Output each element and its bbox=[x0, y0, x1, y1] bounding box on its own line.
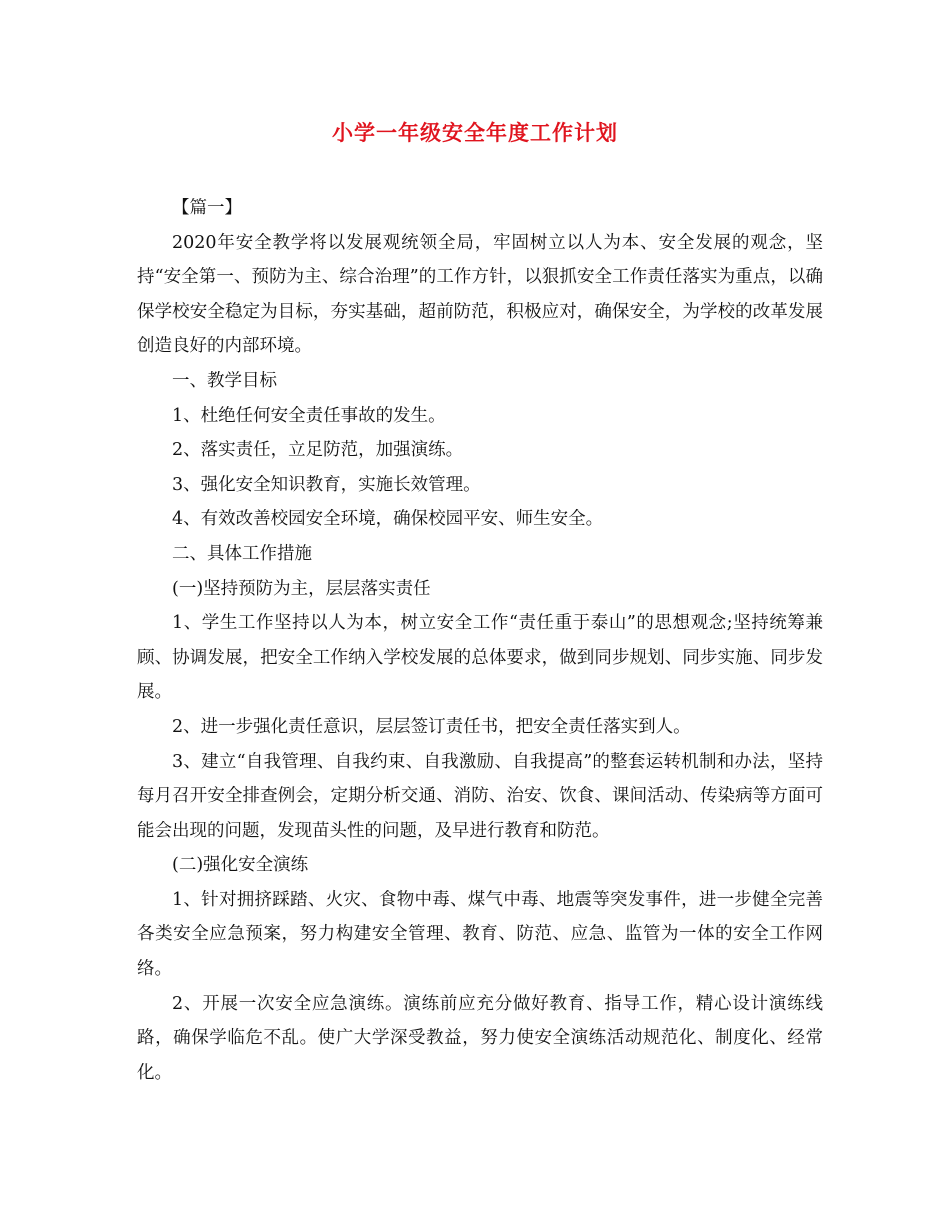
goal-item-3: 3、强化安全知识教育，实施长效管理。 bbox=[172, 474, 481, 495]
document-title: 小学一年级安全年度工作计划 bbox=[332, 120, 618, 145]
section-heading-measures: 二、具体工作措施 bbox=[172, 543, 312, 564]
drill-item-1: 1、针对拥挤踩踏、火灾、食物中毒、煤气中毒、地震等突发事件，进一步健全完善各类安全应急预案，努力构建安全管理、教育、防范、应急、监管为一体的安全工作网络。 bbox=[137, 889, 823, 980]
measure-item-1: 1、学生工作坚持以人为本，树立安全工作“责任重于泰山”的思想观念;坚持统筹兼顾、协调发展，把安全工作纳入学校发展的总体要求，做到同步规划、同步实施、同步发展。 bbox=[137, 613, 823, 703]
intro-paragraph: 2020年安全教学将以发展观统领全局，牢固树立以人为本、安全发展的观念，坚持“安全第一、预防为主、综合治理”的工作方针，以狠抓安全工作责任落实为重点，以确保学校安全稳定为目标，夯实基础，超前防范，积极应对，确保安全，为学校的改革发展创造良好的内部环境。 bbox=[137, 232, 823, 357]
goal-item-1: 1、杜绝任何安全责任事故的发生。 bbox=[172, 405, 446, 426]
measure-item-3: 3、建立“自我管理、自我约束、自我激励、自我提高”的整套运转机制和办法，坚持每月召开安全排查例会，定期分析交通、消防、治安、饮食、课间活动、传染病等方面可能会出现的问题，发现苗头性的问题，及早进行教育和防范。 bbox=[137, 751, 823, 841]
measure-item-2: 2、进一步强化责任意识，层层签订责任书，把安全责任落实到人。 bbox=[172, 716, 691, 737]
subsection-heading-drills: (二)强化安全演练 bbox=[172, 855, 309, 876]
subsection-heading-prevention: (一)坚持预防为主，层层落实责任 bbox=[172, 578, 431, 599]
section-heading-goals: 一、教学目标 bbox=[172, 370, 277, 391]
section-heading-pian-yi: 【篇一】 bbox=[172, 198, 242, 218]
goal-item-2: 2、落实责任，立足防范，加强演练。 bbox=[172, 440, 464, 461]
document-body bbox=[137, 191, 823, 1090]
drill-item-2: 2、开展一次安全应急演练。演练前应充分做好教育、指导工作，精心设计演练线路，确保学临危不乱。使广大学深受教益，努力使安全演练活动规范化、制度化、经常化。 bbox=[137, 993, 823, 1083]
goal-item-4: 4、有效改善校园安全环境，确保校园平安、师生安全。 bbox=[172, 509, 604, 530]
